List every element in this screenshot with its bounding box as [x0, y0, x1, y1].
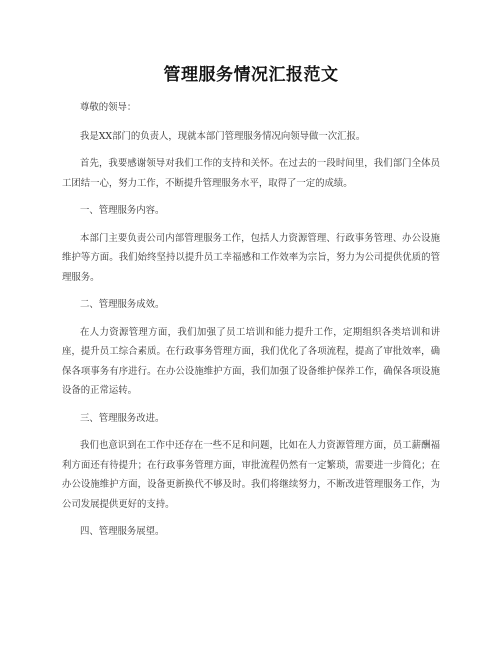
section-heading-outlook: 四、管理服务展望。 [80, 526, 165, 537]
thanks-paragraph: 首先，我要感谢领导对我们工作的支持和关怀。在过去的一段时间里，我们部门全体员工团结一心，努力工作，不断提升管理服务水平，取得了一定的成绩。 [62, 158, 440, 189]
results-paragraph: 在人力资源管理方面，我们加强了员工培训和能力提升工作，定期组织各类培训和讲座，提升员工综合素质。在行政事务管理方面，我们优化了各项流程，提高了审批效率，确保各项事务有序进行。在办公设施维护方面，我们加强了设备维护保养工作，确保各项设施设备的正常运转。 [62, 326, 440, 396]
document-title: 管理服务情况汇报范文 [163, 65, 339, 85]
salutation: 尊敬的领导： [80, 102, 137, 113]
document-body [62, 98, 440, 542]
section-heading-improvement: 三、管理服务改进。 [80, 412, 165, 424]
improvement-paragraph: 我们也意识到在工作中还存在一些不足和问题，比如在人力资源管理方面，员工薪酬福利方面还有待提升；在行政事务管理方面，审批流程仍然有一定繁琐，需要进一步简化；在办公设施维护方面，设备更新换代不够及时。我们将继续努力，不断改进管理服务工作，为公司发展提供更好的支持。 [62, 440, 440, 510]
intro-paragraph: 我是XX部门的负责人，现就本部门管理服务情况向领导做一次汇报。 [80, 130, 366, 142]
section-heading-content: 一、管理服务内容。 [80, 205, 165, 216]
content-paragraph: 本部门主要负责公司内部管理服务工作，包括人力资源管理、行政事务管理、办公设施维护等方面。我们始终坚持以提升员工幸福感和工作效率为宗旨，努力为公司提供优质的管理服务。 [62, 232, 440, 283]
section-heading-results: 二、管理服务成效。 [80, 299, 165, 310]
